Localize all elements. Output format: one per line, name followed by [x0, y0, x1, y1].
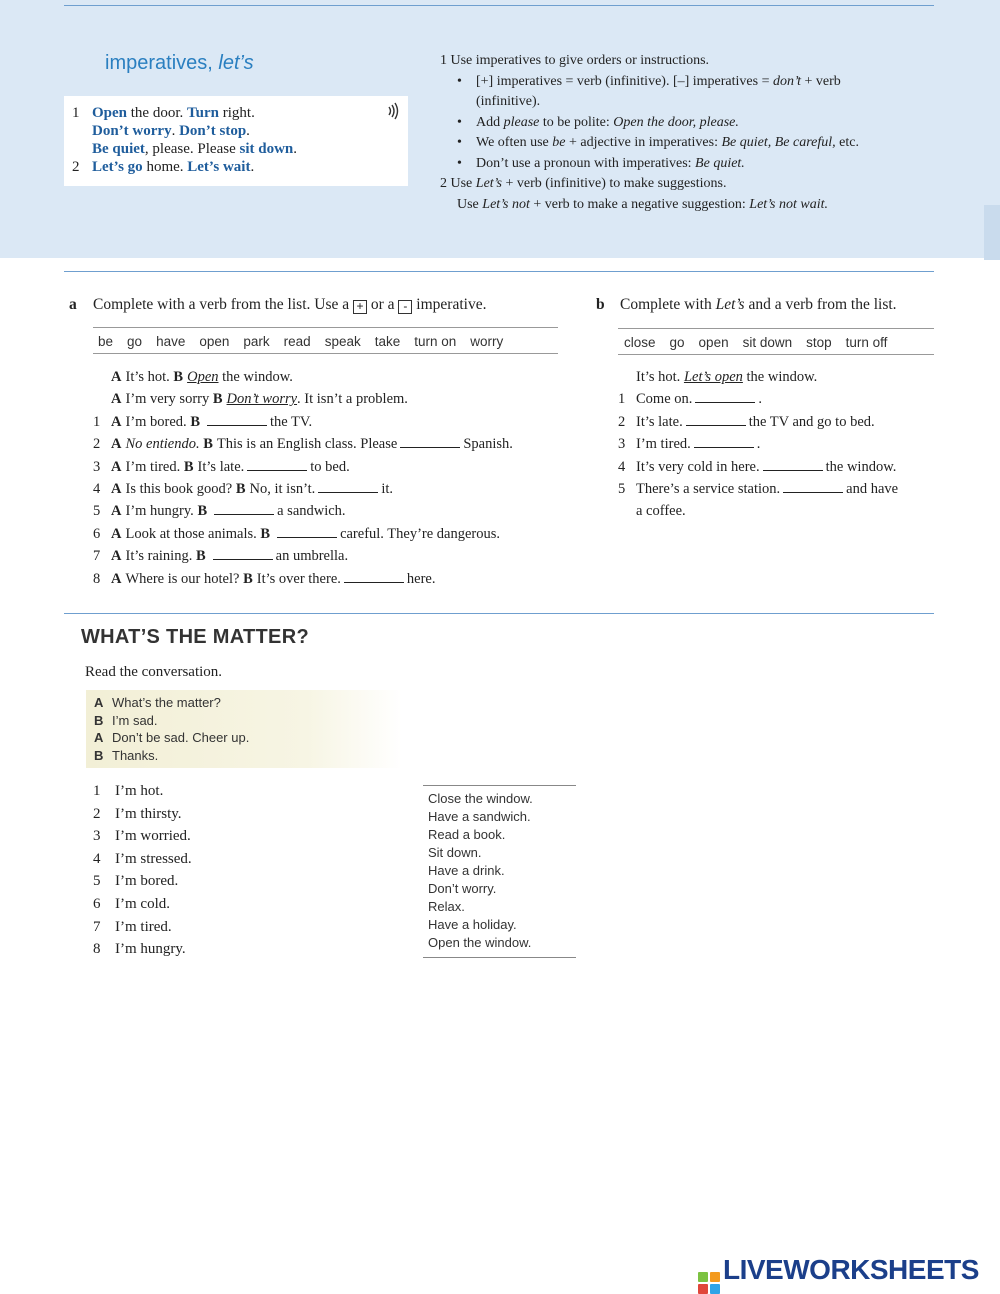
feeling-text: I’m bored. — [115, 873, 179, 890]
conversation-line — [86, 694, 402, 712]
exercise-item — [93, 411, 513, 433]
speaker-label: B — [183, 458, 194, 475]
speaker-label: A — [111, 458, 122, 475]
speaker-label: B — [195, 548, 206, 565]
text-fragment: . It isn’t a problem. — [297, 391, 408, 408]
text-fragment: Add — [476, 114, 504, 130]
answer-blank[interactable] — [694, 435, 754, 448]
text-fragment: I’m bored. — [125, 413, 191, 430]
conversation-line — [86, 712, 402, 730]
word-option: worry — [470, 334, 504, 349]
exercise-item — [618, 500, 898, 522]
exercise-item — [93, 523, 513, 545]
bold-phrase: Don’t worry — [92, 123, 172, 139]
word-option: speak — [324, 334, 361, 349]
exercise-b-items — [618, 366, 898, 523]
word-option: open — [698, 335, 729, 350]
text-fragment: Where is our hotel? — [125, 570, 244, 587]
advice-item[interactable]: Close the window. — [428, 791, 533, 806]
grammar-title: imperatives, let’s — [105, 52, 254, 74]
text-fragment: right. — [219, 105, 255, 121]
advice-list — [423, 785, 576, 958]
speaker-label: A — [111, 503, 122, 520]
text-fragment: + verb — [800, 73, 841, 89]
logo-square — [710, 1284, 720, 1294]
item-number: 8 — [93, 941, 101, 958]
speaker-label: B — [260, 525, 271, 542]
liveworksheets-logo: LIVEWORKSHEETS — [698, 1254, 979, 1286]
text-fragment: I’m hungry. — [125, 503, 198, 520]
text-fragment: It’s late. — [197, 458, 245, 475]
bold-phrase: Turn — [187, 105, 219, 121]
bold-phrase: Be quiet — [92, 141, 145, 157]
logo-square — [710, 1272, 720, 1282]
text-fragment: It’s over there. — [256, 570, 341, 587]
text-fragment: the window. — [825, 458, 897, 475]
text-fragment: It’s hot. — [636, 369, 684, 385]
word-option: park — [243, 334, 270, 349]
text-fragment: it. — [381, 480, 393, 497]
conversation-text: Don’t be sad. Cheer up. — [112, 730, 250, 746]
text-fragment: the window. — [742, 369, 818, 385]
answer-blank[interactable] — [783, 480, 843, 493]
text-fragment: careful. They’re dangerous. — [340, 525, 501, 542]
item-number: 7 — [93, 548, 101, 565]
text-fragment: (infinitive). — [476, 94, 541, 109]
italic-phrase: Let’s not — [482, 196, 530, 212]
word-option: open — [199, 334, 230, 349]
text-fragment: an umbrella. — [275, 548, 349, 565]
text-fragment: a sandwich. — [277, 503, 346, 520]
grammar-rules — [440, 51, 940, 215]
text-fragment: the window. — [218, 369, 293, 385]
text-fragment: + verb (infinitive) to make suggestions. — [501, 176, 727, 191]
grammar-examples-box — [64, 96, 408, 186]
answer-blank[interactable] — [277, 525, 337, 538]
exercise-a-word-list — [93, 327, 558, 354]
speaker-label: A — [111, 548, 122, 565]
text-fragment: to be polite: — [539, 114, 614, 130]
text-fragment: It’s late. — [636, 413, 683, 430]
advice-item[interactable]: Don’t worry. — [428, 881, 497, 896]
text-fragment: etc. — [835, 135, 859, 150]
feeling-text: I’m cold. — [115, 895, 170, 912]
conversation-line — [86, 747, 402, 765]
answer-blank[interactable] — [695, 390, 755, 403]
text-fragment: No, it isn’t. — [249, 480, 316, 497]
conversation-text: Thanks. — [112, 747, 159, 763]
italic-phrase: No entiendo. — [125, 436, 200, 453]
italic-phrase: Be quiet, Be careful, — [721, 135, 836, 150]
item-number: 8 — [93, 570, 101, 587]
item-number: 2 — [93, 805, 101, 822]
answer-blank[interactable] — [213, 547, 273, 560]
conversation-text: What’s the matter? — [112, 695, 221, 710]
answer-blank[interactable] — [344, 570, 404, 583]
advice-item[interactable]: Have a holiday. — [428, 917, 517, 932]
logo-square — [698, 1284, 708, 1294]
word-option: turn on — [414, 334, 457, 349]
text-fragment: 1 Use imperatives to give orders or instructions. — [440, 53, 710, 68]
answer-blank[interactable] — [763, 458, 823, 471]
exercise-item — [618, 456, 898, 478]
example-line-2 — [92, 122, 250, 140]
speaker-label: A — [111, 369, 122, 385]
item-number: 3 — [93, 828, 101, 845]
advice-item[interactable]: Open the window. — [428, 935, 532, 950]
text-fragment: . — [246, 123, 250, 139]
word-option: turn off — [845, 335, 888, 350]
exercise-item — [93, 478, 513, 500]
feeling-text: I’m hungry. — [115, 941, 186, 958]
feeling-item — [93, 893, 192, 916]
feeling-item — [93, 780, 192, 803]
bold-phrase: Open — [92, 105, 128, 121]
text-fragment: . — [293, 141, 298, 157]
matter-title: WHAT’S THE MATTER? — [81, 626, 309, 648]
text-fragment: Look at those animals. — [125, 525, 261, 542]
text-fragment: We often use — [476, 135, 553, 150]
exercise-item — [93, 568, 513, 590]
rule-line — [440, 72, 940, 93]
exercise-a-items — [93, 366, 513, 590]
text-fragment: It’s hot. — [125, 369, 174, 385]
answer-blank[interactable] — [318, 480, 378, 493]
text-fragment: There’s a service station. — [636, 480, 781, 497]
item-number: 4 — [93, 850, 101, 867]
text-fragment: I’m tired. — [125, 458, 184, 475]
rule-line — [440, 92, 940, 113]
example-line-4: 2 Let’s go home. Let’s wait. — [72, 159, 255, 175]
rule-line — [440, 174, 940, 195]
item-number: 2 — [93, 436, 101, 453]
text-fragment: It’s raining. — [125, 548, 196, 565]
example-answer: Open — [187, 369, 219, 385]
advice-item[interactable]: Have a sandwich. — [428, 809, 531, 824]
exercise-item — [618, 433, 898, 455]
conversation-text: I’m sad. — [112, 712, 158, 728]
text-fragment: . — [171, 123, 180, 139]
audio-speaker-icon[interactable] — [386, 102, 400, 124]
bold-phrase: Don’t stop — [179, 123, 247, 139]
answer-blank[interactable] — [400, 435, 460, 448]
speaker-label: A — [111, 413, 122, 430]
exercise-item — [618, 478, 898, 500]
item-number: 4 — [618, 458, 626, 475]
text-fragment: + adjective in imperatives: — [565, 135, 722, 150]
text-fragment: , please. Please — [144, 141, 240, 157]
speaker-label: A — [94, 695, 104, 710]
item-number: 5 — [93, 873, 101, 890]
speaker-label: B — [173, 369, 184, 385]
example-line-1: 1 Open the door. Turn right. — [72, 105, 255, 121]
text-fragment: [+] imperatives = verb (infinitive). [–] imperatives = — [476, 73, 773, 89]
feeling-item — [93, 916, 192, 939]
text-fragment: Spanish. — [463, 436, 513, 453]
rule-line — [440, 154, 940, 175]
italic-phrase: please — [503, 114, 540, 130]
advice-item[interactable]: Sit down. — [428, 845, 482, 860]
item-number: 6 — [93, 895, 101, 912]
word-option: close — [624, 335, 656, 350]
italic-phrase: Be quiet. — [695, 155, 745, 171]
feeling-item — [93, 825, 192, 848]
word-option: take — [374, 334, 401, 349]
section-divider — [64, 271, 934, 272]
minus-box-icon: - — [398, 300, 412, 314]
speaker-label: B — [94, 747, 104, 763]
word-option: be — [98, 334, 114, 349]
example-answer: Let’s open — [683, 369, 743, 385]
item-number: 5 — [93, 503, 101, 520]
text-fragment: I’m tired. — [636, 436, 691, 453]
speaker-label: B — [190, 413, 200, 430]
italic-phrase: Let’s not wait. — [749, 196, 828, 212]
feeling-item — [93, 803, 192, 826]
text-fragment: Is this book good? — [125, 480, 236, 497]
word-option: go — [669, 335, 685, 350]
feeling-item — [93, 848, 192, 871]
speaker-label: B — [197, 503, 208, 520]
feeling-text: I’m hot. — [115, 783, 164, 799]
exercise-b-word-list — [618, 328, 934, 355]
speaker-label: B — [94, 712, 104, 728]
item-number: 1 — [618, 391, 626, 408]
item-number: 7 — [93, 918, 101, 935]
item-number: 1 — [93, 413, 101, 430]
exercise-item — [618, 388, 898, 410]
example-answer: Don’t worry — [226, 391, 298, 408]
text-fragment: and have — [846, 480, 899, 497]
speaker-label: A — [111, 570, 122, 587]
italic-phrase: Let’s — [475, 176, 502, 191]
text-fragment: the TV and go to bed. — [748, 413, 875, 430]
feeling-item — [93, 870, 192, 893]
advice-item[interactable]: Relax. — [428, 899, 465, 914]
bold-phrase: sit down — [239, 141, 294, 157]
exercise-item — [93, 433, 513, 455]
exercise-item — [93, 366, 513, 388]
feeling-text: I’m stressed. — [115, 850, 192, 867]
conversation-line — [86, 729, 402, 747]
answer-blank[interactable] — [686, 413, 746, 426]
word-option: go — [127, 334, 143, 349]
rule-line — [440, 113, 940, 134]
exercise-item — [93, 388, 513, 410]
text-fragment: a coffee. — [636, 503, 686, 520]
text-fragment: It’s very cold in here. — [636, 458, 760, 475]
italic-phrase: Open the door, please. — [613, 114, 739, 130]
text-fragment: to bed. — [310, 458, 350, 475]
conversation-box — [86, 690, 402, 768]
item-number: 2 — [618, 413, 626, 430]
logo-square — [698, 1272, 708, 1282]
feeling-item — [93, 938, 192, 961]
section-divider-2 — [64, 613, 934, 614]
item-number: 3 — [618, 436, 626, 453]
rule-line — [440, 133, 940, 154]
feelings-list — [93, 780, 192, 961]
text-fragment: Don’t use a pronoun with imperatives: — [476, 155, 696, 171]
text-fragment: the TV. — [269, 413, 313, 430]
word-option: have — [156, 334, 186, 349]
item-number: 6 — [93, 525, 101, 542]
answer-blank[interactable] — [247, 458, 307, 471]
advice-item[interactable]: Read a book. — [428, 827, 506, 842]
feeling-text: I’m thirsty. — [115, 805, 182, 822]
text-fragment: Come on. — [636, 391, 693, 408]
italic-phrase: be — [552, 135, 566, 150]
text-fragment: home. — [142, 159, 188, 175]
feeling-text: I’m tired. — [115, 918, 172, 935]
edge-tab — [984, 205, 1000, 260]
text-fragment: This is an English class. Please — [216, 436, 398, 453]
text-fragment: . — [250, 159, 255, 175]
matter-read-instruction: Read the conversation. — [85, 664, 223, 680]
exercise-item — [618, 411, 898, 433]
top-divider — [64, 5, 934, 6]
text-fragment: Use — [457, 196, 483, 212]
rule-line — [440, 51, 940, 72]
exercise-item — [93, 500, 513, 522]
advice-item[interactable]: Have a drink. — [428, 863, 505, 878]
answer-blank[interactable] — [214, 502, 274, 515]
item-number: 3 — [93, 458, 101, 475]
rule-line — [440, 195, 940, 216]
speaker-label: B — [235, 480, 246, 497]
text-fragment: . — [756, 436, 761, 453]
text-fragment: + verb to make a negative suggestion: — [529, 196, 750, 212]
text-fragment: here. — [406, 570, 436, 587]
item-number: 1 — [93, 783, 101, 799]
bold-phrase: Let’s go — [92, 159, 143, 175]
item-number: 4 — [93, 480, 101, 497]
speaker-label: A — [111, 436, 122, 453]
exercise-a-instruction: a Complete with a verb from the list. Use a + or a - imperative. — [69, 296, 487, 313]
text-fragment: . — [758, 391, 763, 408]
text-fragment: I’m very sorry — [125, 391, 213, 408]
answer-blank[interactable] — [207, 413, 267, 426]
speaker-label: A — [111, 525, 122, 542]
italic-phrase: don’t — [772, 73, 801, 89]
text-fragment: 2 Use — [440, 176, 476, 191]
exercise-item — [618, 366, 898, 388]
speaker-label: B — [243, 570, 253, 587]
word-option: read — [283, 334, 311, 349]
speaker-label: A — [111, 391, 122, 408]
text-fragment: the door. — [127, 105, 188, 121]
feeling-text: I’m worried. — [115, 828, 191, 845]
exercise-item — [93, 456, 513, 478]
plus-box-icon: + — [353, 300, 367, 314]
bold-phrase: Let’s wait — [187, 159, 251, 175]
item-number: 5 — [618, 480, 626, 497]
word-option: sit down — [742, 335, 793, 350]
speaker-label: A — [111, 480, 122, 497]
example-line-3 — [92, 140, 297, 158]
speaker-label: B — [203, 436, 213, 453]
speaker-label: B — [212, 391, 223, 408]
word-option: stop — [806, 335, 832, 350]
speaker-label: A — [94, 730, 104, 746]
exercise-b-instruction: b Complete with Let’s and a verb from the list. — [596, 296, 897, 313]
exercise-item — [93, 545, 513, 567]
